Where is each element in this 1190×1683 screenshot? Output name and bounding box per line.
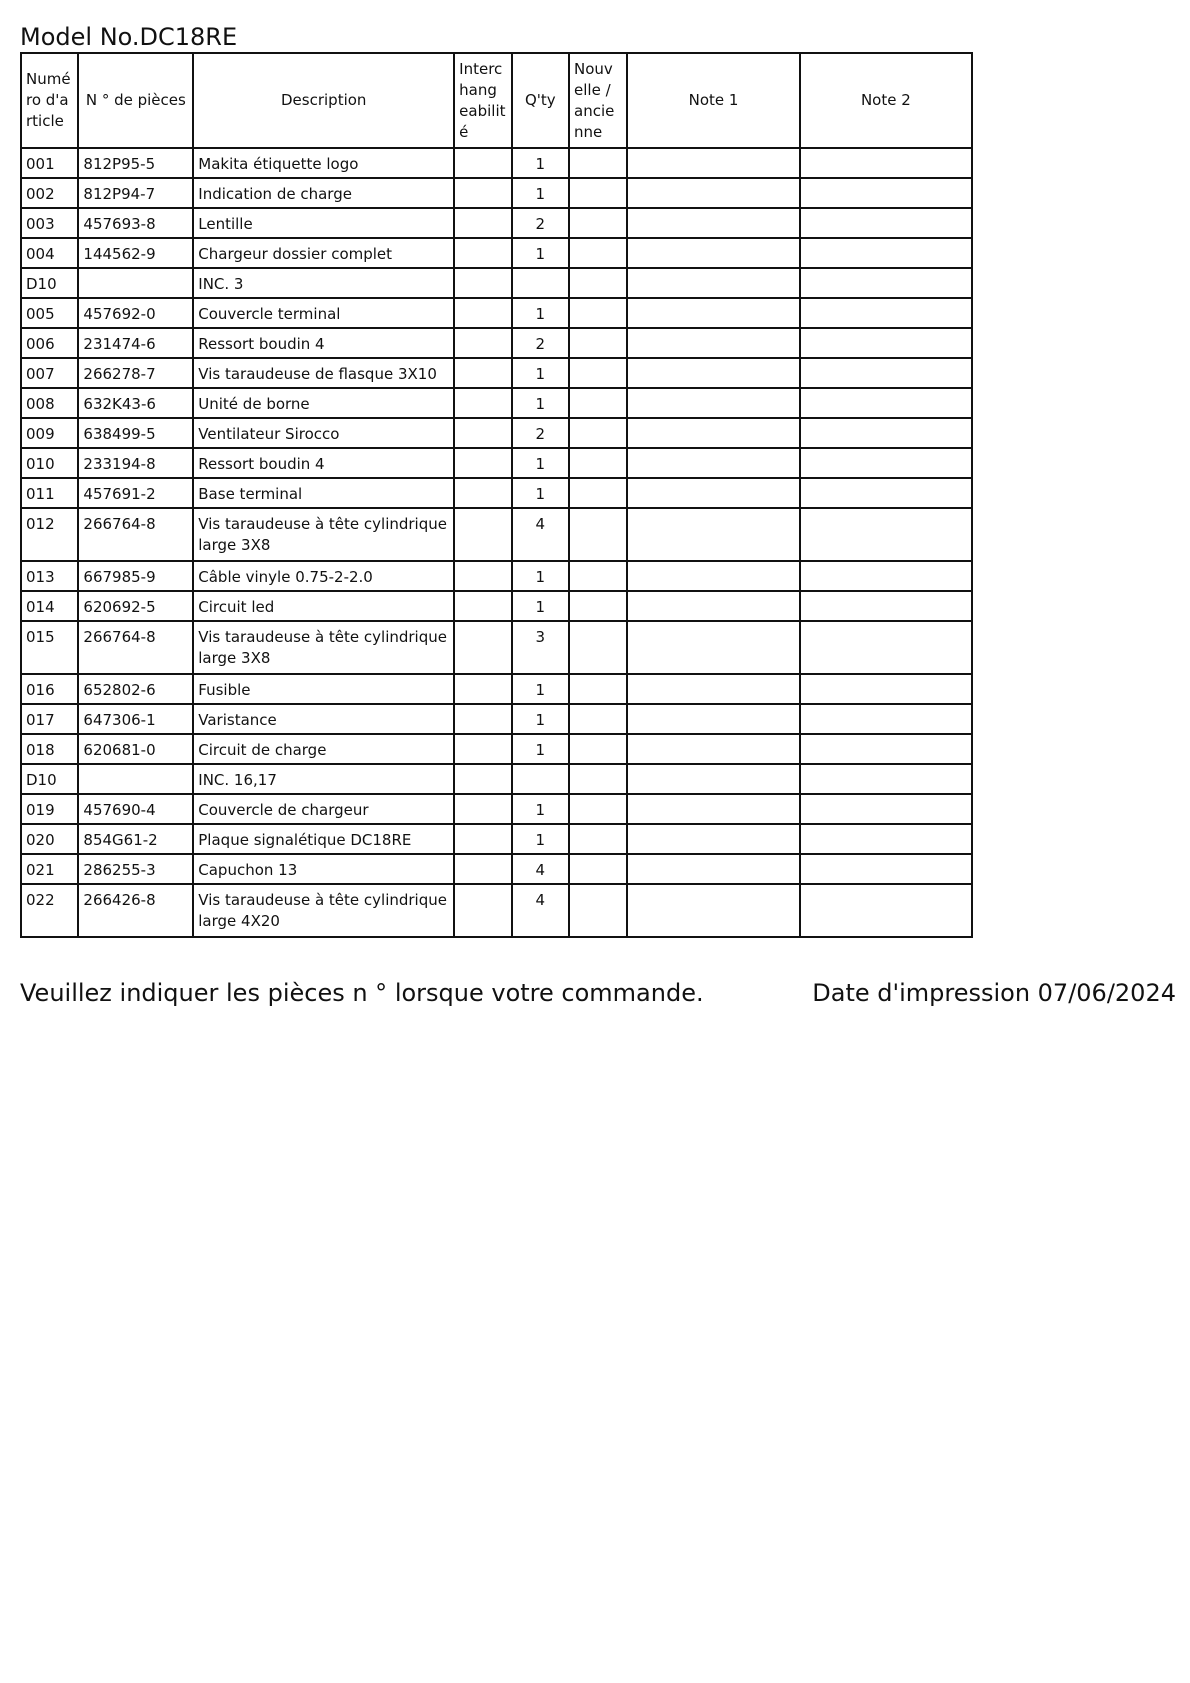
item-no-cell: 004 <box>21 238 78 268</box>
note2-cell <box>800 148 972 178</box>
description-cell: Base terminal <box>193 478 454 508</box>
qty-cell: 4 <box>512 854 569 884</box>
note1-cell <box>627 418 799 448</box>
part-no-cell: 457693-8 <box>78 208 193 238</box>
parts-table-body <box>21 148 972 937</box>
model-title: Model No.DC18RE <box>20 23 238 51</box>
note2-cell <box>800 418 972 448</box>
table-row <box>21 561 972 591</box>
table-row <box>21 824 972 854</box>
item-no-cell: 018 <box>21 734 78 764</box>
note1-cell <box>627 448 799 478</box>
table-row <box>21 148 972 178</box>
item-no-cell: 021 <box>21 854 78 884</box>
new-old-cell <box>569 448 627 478</box>
new-old-cell <box>569 358 627 388</box>
header-note2: Note 2 <box>800 53 972 148</box>
interchangeability-cell <box>454 561 511 591</box>
item-no-cell: 010 <box>21 448 78 478</box>
qty-cell: 4 <box>512 508 569 561</box>
new-old-cell <box>569 704 627 734</box>
part-no-cell: 266278-7 <box>78 358 193 388</box>
description-cell: Ventilateur Sirocco <box>193 418 454 448</box>
qty-cell <box>512 764 569 794</box>
part-no-cell: 457692-0 <box>78 298 193 328</box>
part-no-cell: 812P95-5 <box>78 148 193 178</box>
interchangeability-cell <box>454 734 511 764</box>
interchangeability-cell <box>454 824 511 854</box>
note2-cell <box>800 764 972 794</box>
header-description: Description <box>193 53 454 148</box>
qty-cell: 1 <box>512 358 569 388</box>
item-no-cell: 016 <box>21 674 78 704</box>
table-row <box>21 238 972 268</box>
qty-cell: 1 <box>512 388 569 418</box>
item-no-cell: 011 <box>21 478 78 508</box>
description-cell: Circuit de charge <box>193 734 454 764</box>
interchangeability-cell <box>454 388 511 418</box>
note2-cell <box>800 448 972 478</box>
description-cell: Capuchon 13 <box>193 854 454 884</box>
table-row <box>21 448 972 478</box>
note1-cell <box>627 298 799 328</box>
part-no-cell: 620692-5 <box>78 591 193 621</box>
item-no-cell: 013 <box>21 561 78 591</box>
note2-cell <box>800 704 972 734</box>
new-old-cell <box>569 418 627 448</box>
item-no-cell: 014 <box>21 591 78 621</box>
note2-cell <box>800 478 972 508</box>
part-no-cell: 647306-1 <box>78 704 193 734</box>
qty-cell: 1 <box>512 561 569 591</box>
new-old-cell <box>569 238 627 268</box>
new-old-cell <box>569 794 627 824</box>
note2-cell <box>800 328 972 358</box>
note2-cell <box>800 591 972 621</box>
part-no-cell: 266426-8 <box>78 884 193 937</box>
qty-cell: 1 <box>512 794 569 824</box>
new-old-cell <box>569 674 627 704</box>
note1-cell <box>627 178 799 208</box>
print-date: Date d'impression 07/06/2024 <box>812 979 1176 1007</box>
note1-cell <box>627 208 799 238</box>
part-no-cell: 457690-4 <box>78 794 193 824</box>
interchangeability-cell <box>454 298 511 328</box>
interchangeability-cell <box>454 884 511 937</box>
new-old-cell <box>569 178 627 208</box>
note1-cell <box>627 854 799 884</box>
table-row <box>21 328 972 358</box>
note1-cell <box>627 238 799 268</box>
description-cell: Fusible <box>193 674 454 704</box>
note2-cell <box>800 854 972 884</box>
table-row <box>21 734 972 764</box>
description-cell: Couvercle de chargeur <box>193 794 454 824</box>
interchangeability-cell <box>454 208 511 238</box>
item-no-cell: 003 <box>21 208 78 238</box>
description-cell: Couvercle terminal <box>193 298 454 328</box>
table-row <box>21 418 972 448</box>
description-cell: Câble vinyle 0.75-2-2.0 <box>193 561 454 591</box>
qty-cell: 1 <box>512 178 569 208</box>
note2-cell <box>800 794 972 824</box>
item-no-cell: 019 <box>21 794 78 824</box>
note2-cell <box>800 358 972 388</box>
part-no-cell: 812P94-7 <box>78 178 193 208</box>
note2-cell <box>800 884 972 937</box>
interchangeability-cell <box>454 268 511 298</box>
interchangeability-cell <box>454 508 511 561</box>
table-row <box>21 704 972 734</box>
part-no-cell: 266764-8 <box>78 621 193 674</box>
table-row <box>21 884 972 937</box>
qty-cell: 2 <box>512 418 569 448</box>
item-no-cell: 007 <box>21 358 78 388</box>
item-no-cell: 008 <box>21 388 78 418</box>
part-no-cell: 233194-8 <box>78 448 193 478</box>
qty-cell: 1 <box>512 734 569 764</box>
description-cell: Makita étiquette logo <box>193 148 454 178</box>
note1-cell <box>627 764 799 794</box>
part-no-cell: 638499-5 <box>78 418 193 448</box>
part-no-cell: 632K43-6 <box>78 388 193 418</box>
new-old-cell <box>569 208 627 238</box>
item-no-cell: 012 <box>21 508 78 561</box>
part-no-cell: 854G61-2 <box>78 824 193 854</box>
note1-cell <box>627 358 799 388</box>
note1-cell <box>627 734 799 764</box>
header-new-old: Nouv elle / ancie nne <box>569 53 627 148</box>
new-old-cell <box>569 148 627 178</box>
header-qty: Q'ty <box>512 53 569 148</box>
qty-cell: 1 <box>512 591 569 621</box>
table-row <box>21 854 972 884</box>
qty-cell: 4 <box>512 884 569 937</box>
note1-cell <box>627 268 799 298</box>
new-old-cell <box>569 328 627 358</box>
interchangeability-cell <box>454 621 511 674</box>
description-cell: INC. 16,17 <box>193 764 454 794</box>
item-no-cell: 009 <box>21 418 78 448</box>
part-no-cell: 620681-0 <box>78 734 193 764</box>
part-no-cell: 457691-2 <box>78 478 193 508</box>
description-cell: Varistance <box>193 704 454 734</box>
note1-cell <box>627 621 799 674</box>
part-no-cell: 652802-6 <box>78 674 193 704</box>
note2-cell <box>800 621 972 674</box>
part-no-cell: 231474-6 <box>78 328 193 358</box>
description-cell: Unité de borne <box>193 388 454 418</box>
note2-cell <box>800 388 972 418</box>
table-row <box>21 621 972 674</box>
description-cell: INC. 3 <box>193 268 454 298</box>
table-row <box>21 674 972 704</box>
qty-cell: 1 <box>512 298 569 328</box>
qty-cell: 1 <box>512 448 569 478</box>
description-cell: Circuit led <box>193 591 454 621</box>
parts-table <box>20 52 973 938</box>
table-header-row <box>21 53 972 148</box>
note1-cell <box>627 388 799 418</box>
qty-cell: 1 <box>512 704 569 734</box>
item-no-cell: 022 <box>21 884 78 937</box>
note1-cell <box>627 561 799 591</box>
interchangeability-cell <box>454 328 511 358</box>
item-no-cell: D10 <box>21 764 78 794</box>
item-no-cell: 005 <box>21 298 78 328</box>
note2-cell <box>800 178 972 208</box>
new-old-cell <box>569 824 627 854</box>
interchangeability-cell <box>454 148 511 178</box>
description-cell: Vis taraudeuse de flasque 3X10 <box>193 358 454 388</box>
new-old-cell <box>569 268 627 298</box>
interchangeability-cell <box>454 674 511 704</box>
qty-cell: 1 <box>512 238 569 268</box>
header-interchangeability: Interc hang eabilit é <box>454 53 511 148</box>
note1-cell <box>627 478 799 508</box>
note1-cell <box>627 884 799 937</box>
new-old-cell <box>569 298 627 328</box>
interchangeability-cell <box>454 591 511 621</box>
qty-cell: 2 <box>512 328 569 358</box>
new-old-cell <box>569 734 627 764</box>
interchangeability-cell <box>454 238 511 268</box>
note2-cell <box>800 238 972 268</box>
description-cell: Vis taraudeuse à tête cylindrique large 3X8 <box>193 621 454 674</box>
item-no-cell: 006 <box>21 328 78 358</box>
table-row <box>21 794 972 824</box>
new-old-cell <box>569 388 627 418</box>
note2-cell <box>800 508 972 561</box>
description-cell: Ressort boudin 4 <box>193 328 454 358</box>
note2-cell <box>800 561 972 591</box>
new-old-cell <box>569 591 627 621</box>
note2-cell <box>800 674 972 704</box>
qty-cell: 3 <box>512 621 569 674</box>
part-no-cell <box>78 764 193 794</box>
table-row <box>21 298 972 328</box>
item-no-cell: D10 <box>21 268 78 298</box>
interchangeability-cell <box>454 704 511 734</box>
item-no-cell: 002 <box>21 178 78 208</box>
interchangeability-cell <box>454 478 511 508</box>
table-row <box>21 208 972 238</box>
item-no-cell: 020 <box>21 824 78 854</box>
note1-cell <box>627 794 799 824</box>
qty-cell: 2 <box>512 208 569 238</box>
part-no-cell <box>78 268 193 298</box>
table-row <box>21 268 972 298</box>
description-cell: Plaque signalétique DC18RE <box>193 824 454 854</box>
part-no-cell: 144562-9 <box>78 238 193 268</box>
note1-cell <box>627 674 799 704</box>
interchangeability-cell <box>454 764 511 794</box>
table-row <box>21 591 972 621</box>
new-old-cell <box>569 508 627 561</box>
qty-cell: 1 <box>512 478 569 508</box>
header-note1: Note 1 <box>627 53 799 148</box>
new-old-cell <box>569 621 627 674</box>
note1-cell <box>627 328 799 358</box>
part-no-cell: 286255-3 <box>78 854 193 884</box>
interchangeability-cell <box>454 448 511 478</box>
new-old-cell <box>569 884 627 937</box>
new-old-cell <box>569 854 627 884</box>
part-no-cell: 266764-8 <box>78 508 193 561</box>
description-cell: Lentille <box>193 208 454 238</box>
qty-cell <box>512 268 569 298</box>
item-no-cell: 017 <box>21 704 78 734</box>
note2-cell <box>800 734 972 764</box>
table-row <box>21 478 972 508</box>
table-row <box>21 764 972 794</box>
new-old-cell <box>569 764 627 794</box>
qty-cell: 1 <box>512 674 569 704</box>
description-cell: Chargeur dossier complet <box>193 238 454 268</box>
description-cell: Indication de charge <box>193 178 454 208</box>
description-cell: Ressort boudin 4 <box>193 448 454 478</box>
interchangeability-cell <box>454 854 511 884</box>
note1-cell <box>627 824 799 854</box>
note2-cell <box>800 298 972 328</box>
header-item-no: Numé ro d'a rticle <box>21 53 78 148</box>
order-instruction: Veuillez indiquer les pièces n ° lorsque votre commande. <box>20 979 704 1007</box>
table-row <box>21 358 972 388</box>
table-row <box>21 178 972 208</box>
item-no-cell: 001 <box>21 148 78 178</box>
table-row <box>21 388 972 418</box>
note2-cell <box>800 824 972 854</box>
interchangeability-cell <box>454 358 511 388</box>
qty-cell: 1 <box>512 824 569 854</box>
note1-cell <box>627 508 799 561</box>
note1-cell <box>627 148 799 178</box>
description-cell: Vis taraudeuse à tête cylindrique large 4X20 <box>193 884 454 937</box>
table-row <box>21 508 972 561</box>
note1-cell <box>627 704 799 734</box>
new-old-cell <box>569 561 627 591</box>
part-no-cell: 667985-9 <box>78 561 193 591</box>
note1-cell <box>627 591 799 621</box>
header-part-no: N ° de pièces <box>78 53 193 148</box>
item-no-cell: 015 <box>21 621 78 674</box>
note2-cell <box>800 268 972 298</box>
interchangeability-cell <box>454 794 511 824</box>
interchangeability-cell <box>454 418 511 448</box>
interchangeability-cell <box>454 178 511 208</box>
qty-cell: 1 <box>512 148 569 178</box>
description-cell: Vis taraudeuse à tête cylindrique large 3X8 <box>193 508 454 561</box>
new-old-cell <box>569 478 627 508</box>
note2-cell <box>800 208 972 238</box>
